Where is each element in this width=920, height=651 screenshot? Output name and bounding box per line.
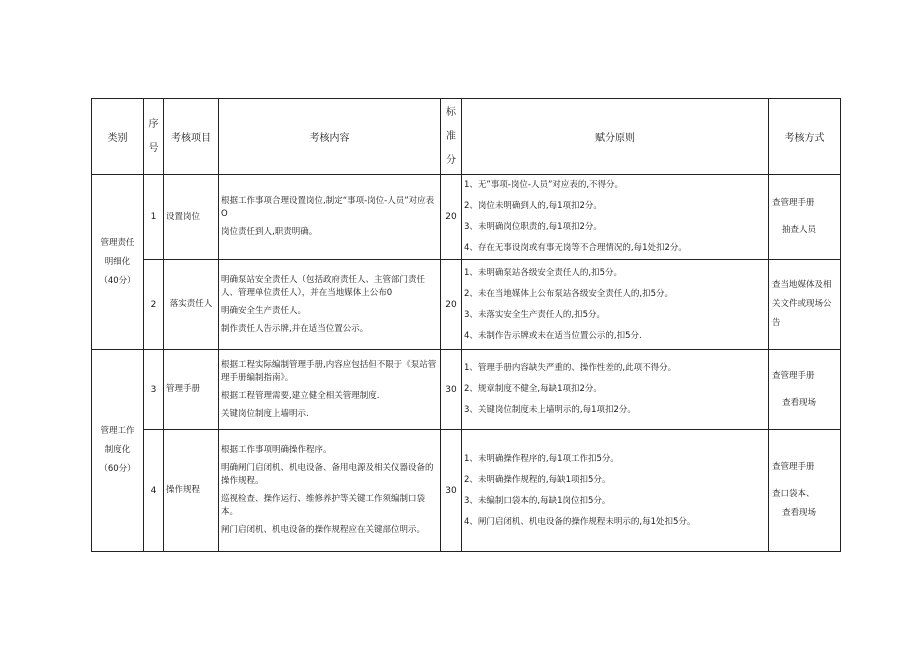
method-cell bbox=[769, 175, 841, 260]
score-cell: 30 bbox=[441, 350, 462, 430]
item-cell: 设置岗位 bbox=[164, 175, 219, 260]
rule-line: 3、未落实安全生产责任人的,扣5分。 bbox=[464, 309, 606, 320]
assessment-table bbox=[91, 98, 841, 552]
rule-cell bbox=[462, 350, 769, 430]
rule-cell bbox=[462, 260, 769, 350]
header-score-text: 标准分 bbox=[446, 106, 456, 166]
header-row bbox=[92, 99, 841, 175]
content-cell bbox=[219, 430, 441, 552]
method-line: 查当地媒体及相关文件或现场公告 bbox=[772, 280, 832, 328]
category-name: 管理责任明细化 bbox=[100, 237, 135, 267]
header-score bbox=[441, 99, 462, 175]
item-cell: 落实责任人 bbox=[164, 260, 219, 350]
rule-line: 3、未编制口袋本的,每缺1岗位扣5分。 bbox=[464, 495, 611, 506]
rule-line: 1、未明确操作程序的,每1项工作扣5分。 bbox=[464, 453, 619, 464]
category-points: （60分） bbox=[99, 464, 136, 474]
method-line: 查管理手册 bbox=[772, 198, 815, 208]
seq-cell: 3 bbox=[144, 350, 164, 430]
table-row bbox=[92, 175, 841, 260]
rule-line: 4、未制作告示牌或未在适当位置公示的,扣5分. bbox=[464, 330, 642, 341]
content-line: 明确泵站安全责任人（包括政府责任人、主管部门责任人、管理单位责任人），并在当地媒体上公布0 bbox=[221, 274, 426, 298]
content-line: 关键岗位制度上墙明示. bbox=[221, 408, 309, 419]
content-line: 明确安全生产责任人。 bbox=[221, 305, 307, 316]
header-item: 考核项目 bbox=[164, 99, 219, 175]
rule-cell bbox=[462, 175, 769, 260]
content-line: 岗位责任到人,职责明确。 bbox=[221, 227, 318, 237]
rule-line: 1、无”事项-岗位-人员”对应表的,不得分。 bbox=[464, 180, 624, 190]
rule-line: 3、未明确岗位职责的,每1项扣2分。 bbox=[464, 222, 602, 232]
rule-line: 3、关键岗位制度未上墙明示的,每1项扣2分。 bbox=[464, 405, 636, 415]
method-cell bbox=[769, 260, 841, 350]
content-line: 根据工作事项明确操作程序。 bbox=[221, 445, 332, 455]
table-row bbox=[92, 260, 841, 350]
rule-line: 4、闸门启闭机、机电设备的操作规程未明示的,每1处扣5分。 bbox=[464, 516, 696, 527]
method-line: 抽查人员 bbox=[782, 225, 817, 235]
method-line: 查口袋本、 bbox=[772, 489, 815, 499]
category-cell bbox=[92, 175, 144, 350]
header-seq-text: 序号 bbox=[148, 118, 159, 154]
content-line: 根据工程管理需要,建立健全相关管理制度. bbox=[221, 390, 380, 401]
table-row bbox=[92, 350, 841, 430]
seq-cell: 2 bbox=[144, 260, 164, 350]
header-seq bbox=[144, 99, 164, 175]
header-rule: 赋分原则 bbox=[462, 99, 769, 175]
method-cell bbox=[769, 350, 841, 430]
score-cell: 20 bbox=[441, 175, 462, 260]
seq-cell: 4 bbox=[144, 430, 164, 552]
content-line: 巡视检查、操作运行、维修养护等关键工作须编制口袋本。 bbox=[221, 494, 426, 517]
rule-line: 2、未明确操作规程的,每缺1项扣5分。 bbox=[464, 474, 611, 485]
score-cell: 30 bbox=[441, 430, 462, 552]
seq-cell: 1 bbox=[144, 175, 164, 260]
content-line: 根据工程实际编制管理手册,内容应包括但不限于《泵站管理手册编制指南》。 bbox=[221, 359, 437, 383]
header-category: 类别 bbox=[92, 99, 144, 175]
method-line: 查看现场 bbox=[782, 508, 817, 518]
method-line: 查看现场 bbox=[782, 397, 817, 408]
content-line: 闸门启闭机、机电设备的操作规程应在关键部位明示。 bbox=[221, 525, 426, 535]
content-cell bbox=[219, 175, 441, 260]
content-line: 制作责任人告示牌,并在适当位置公示。 bbox=[221, 323, 369, 334]
rule-line: 2、未在当地媒体上公布泵站各级安全责任人的,扣5分。 bbox=[464, 288, 674, 299]
rule-line: 1、管理手册内容缺失严重的、操作性差的,此项不得分。 bbox=[464, 363, 677, 373]
content-line: 明确闸门启闭机、机电设备、备用电源及相关仪器设备的操作规程。 bbox=[221, 463, 434, 486]
content-cell bbox=[219, 350, 441, 430]
header-method: 考核方式 bbox=[769, 99, 841, 175]
category-name: 管理工作制度化 bbox=[100, 426, 135, 455]
method-cell bbox=[769, 430, 841, 552]
content-cell bbox=[219, 260, 441, 350]
rule-line: 2、规章制度不健全,每缺1项扣2分。 bbox=[464, 384, 602, 394]
score-cell: 20 bbox=[441, 260, 462, 350]
method-line: 查管理手册 bbox=[772, 370, 815, 381]
content-line: 根据工作事项合理设置岗位,制定“事项-岗位-人员”对应表O bbox=[221, 196, 435, 219]
rule-cell bbox=[462, 430, 769, 552]
rule-line: 4、存在无事设岗或有事无岗等不合理情况的,每1处扣2分。 bbox=[464, 243, 687, 253]
table-row bbox=[92, 430, 841, 552]
method-line: 查管理手册 bbox=[772, 462, 815, 472]
category-cell bbox=[92, 350, 144, 552]
header-content: 考核内容 bbox=[219, 99, 441, 175]
category-points: （40分） bbox=[99, 275, 136, 286]
rule-line: 2、岗位未明确到人的,每1项扣2分。 bbox=[464, 201, 602, 211]
item-cell: 管理手册 bbox=[164, 350, 219, 430]
item-cell: 操作规程 bbox=[164, 430, 219, 552]
rule-line: 1、未明确泵站各级安全责任人的,扣5分。 bbox=[464, 267, 623, 278]
